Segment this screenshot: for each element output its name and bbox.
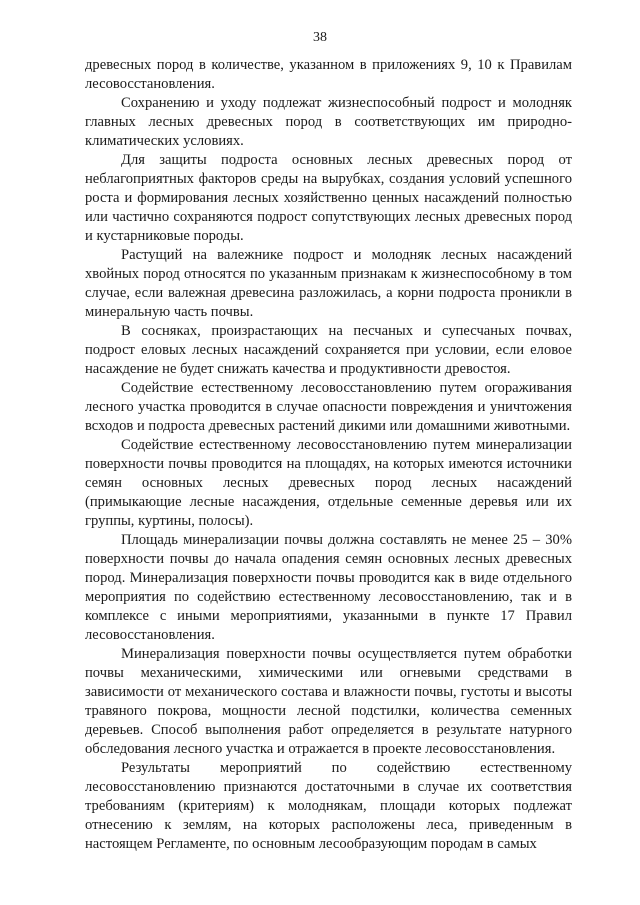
paragraph: Сохранению и уходу подлежат жизнеспособный подрост и молодняк главных лесных древесных пород в соответствующих им природно-климатических условиях. bbox=[85, 95, 572, 149]
paragraph: Результаты мероприятий по содействию естественному лесовосстановлению признаются достаточными в случае их соответствия требованиям (критериям) к молоднякам, площади которых подлежат отнесению к землям, на которых расположены леса, приведенным в настоящем Регламенте, по основным лесообразующим породам в самых bbox=[85, 760, 572, 852]
paragraph-continuation: древесных пород в количестве, указанном в приложениях 9, 10 к Правилам лесовосстановления. bbox=[85, 57, 572, 92]
paragraph: Растущий на валежнике подрост и молодняк лесных насаждений хвойных пород относятся по указанным признакам к жизнеспособному в том случае, если валежная древесина разложилась, а корни подроста проникли в минеральную часть почвы. bbox=[85, 247, 572, 320]
paragraph: Содействие естественному лесовосстановлению путем огораживания лесного участка проводится в случае опасности повреждения и уничтожения всходов и подроста древесных растений дикими или домашними животными. bbox=[85, 380, 572, 434]
document-body bbox=[85, 56, 572, 854]
paragraph: Для защиты подроста основных лесных древесных пород от неблагоприятных факторов среды на вырубках, создания условий успешного роста и формирования лесных хозяйственно ценных насаждений полностью или частично сохраняются подрост сопутствующих лесных древесных пород и кустарниковые породы. bbox=[85, 152, 572, 244]
page-number: 38 bbox=[313, 30, 327, 45]
paragraph: Содействие естественному лесовосстановлению путем минерализации поверхности почвы проводится на площадях, на которых имеются источники семян основных лесных древесных пород лесных насаждений (примыкающие лесные насаждения, отдельные семенные деревья или их группы, куртины, полосы). bbox=[85, 437, 572, 529]
paragraph: В сосняках, произрастающих на песчаных и супесчаных почвах, подрост еловых лесных насаждений сохраняется при условии, если еловое насаждение не будет снижать качества и продуктивности древостоя. bbox=[85, 323, 572, 377]
paragraph: Минерализация поверхности почвы осуществляется путем обработки почвы механическими, химическими или огневыми средствами в зависимости от механического состава и влажности почвы, густоты и высоты травяного покрова, мощности лесной подстилки, количества семенных деревьев. Способ выполнения работ определяется в результате натурного обследования лесного участка и отражается в проекте лесовосстановления. bbox=[85, 646, 572, 757]
paragraph: Площадь минерализации почвы должна составлять не менее 25 – 30% поверхности почвы до начала опадения семян основных лесных древесных пород. Минерализация поверхности почвы проводится как в виде отдельного мероприятия по содействию естественному лесовосстановлению, так и в комплексе с иными мероприятиями, указанными в пункте 17 Правил лесовосстановления. bbox=[85, 532, 572, 643]
